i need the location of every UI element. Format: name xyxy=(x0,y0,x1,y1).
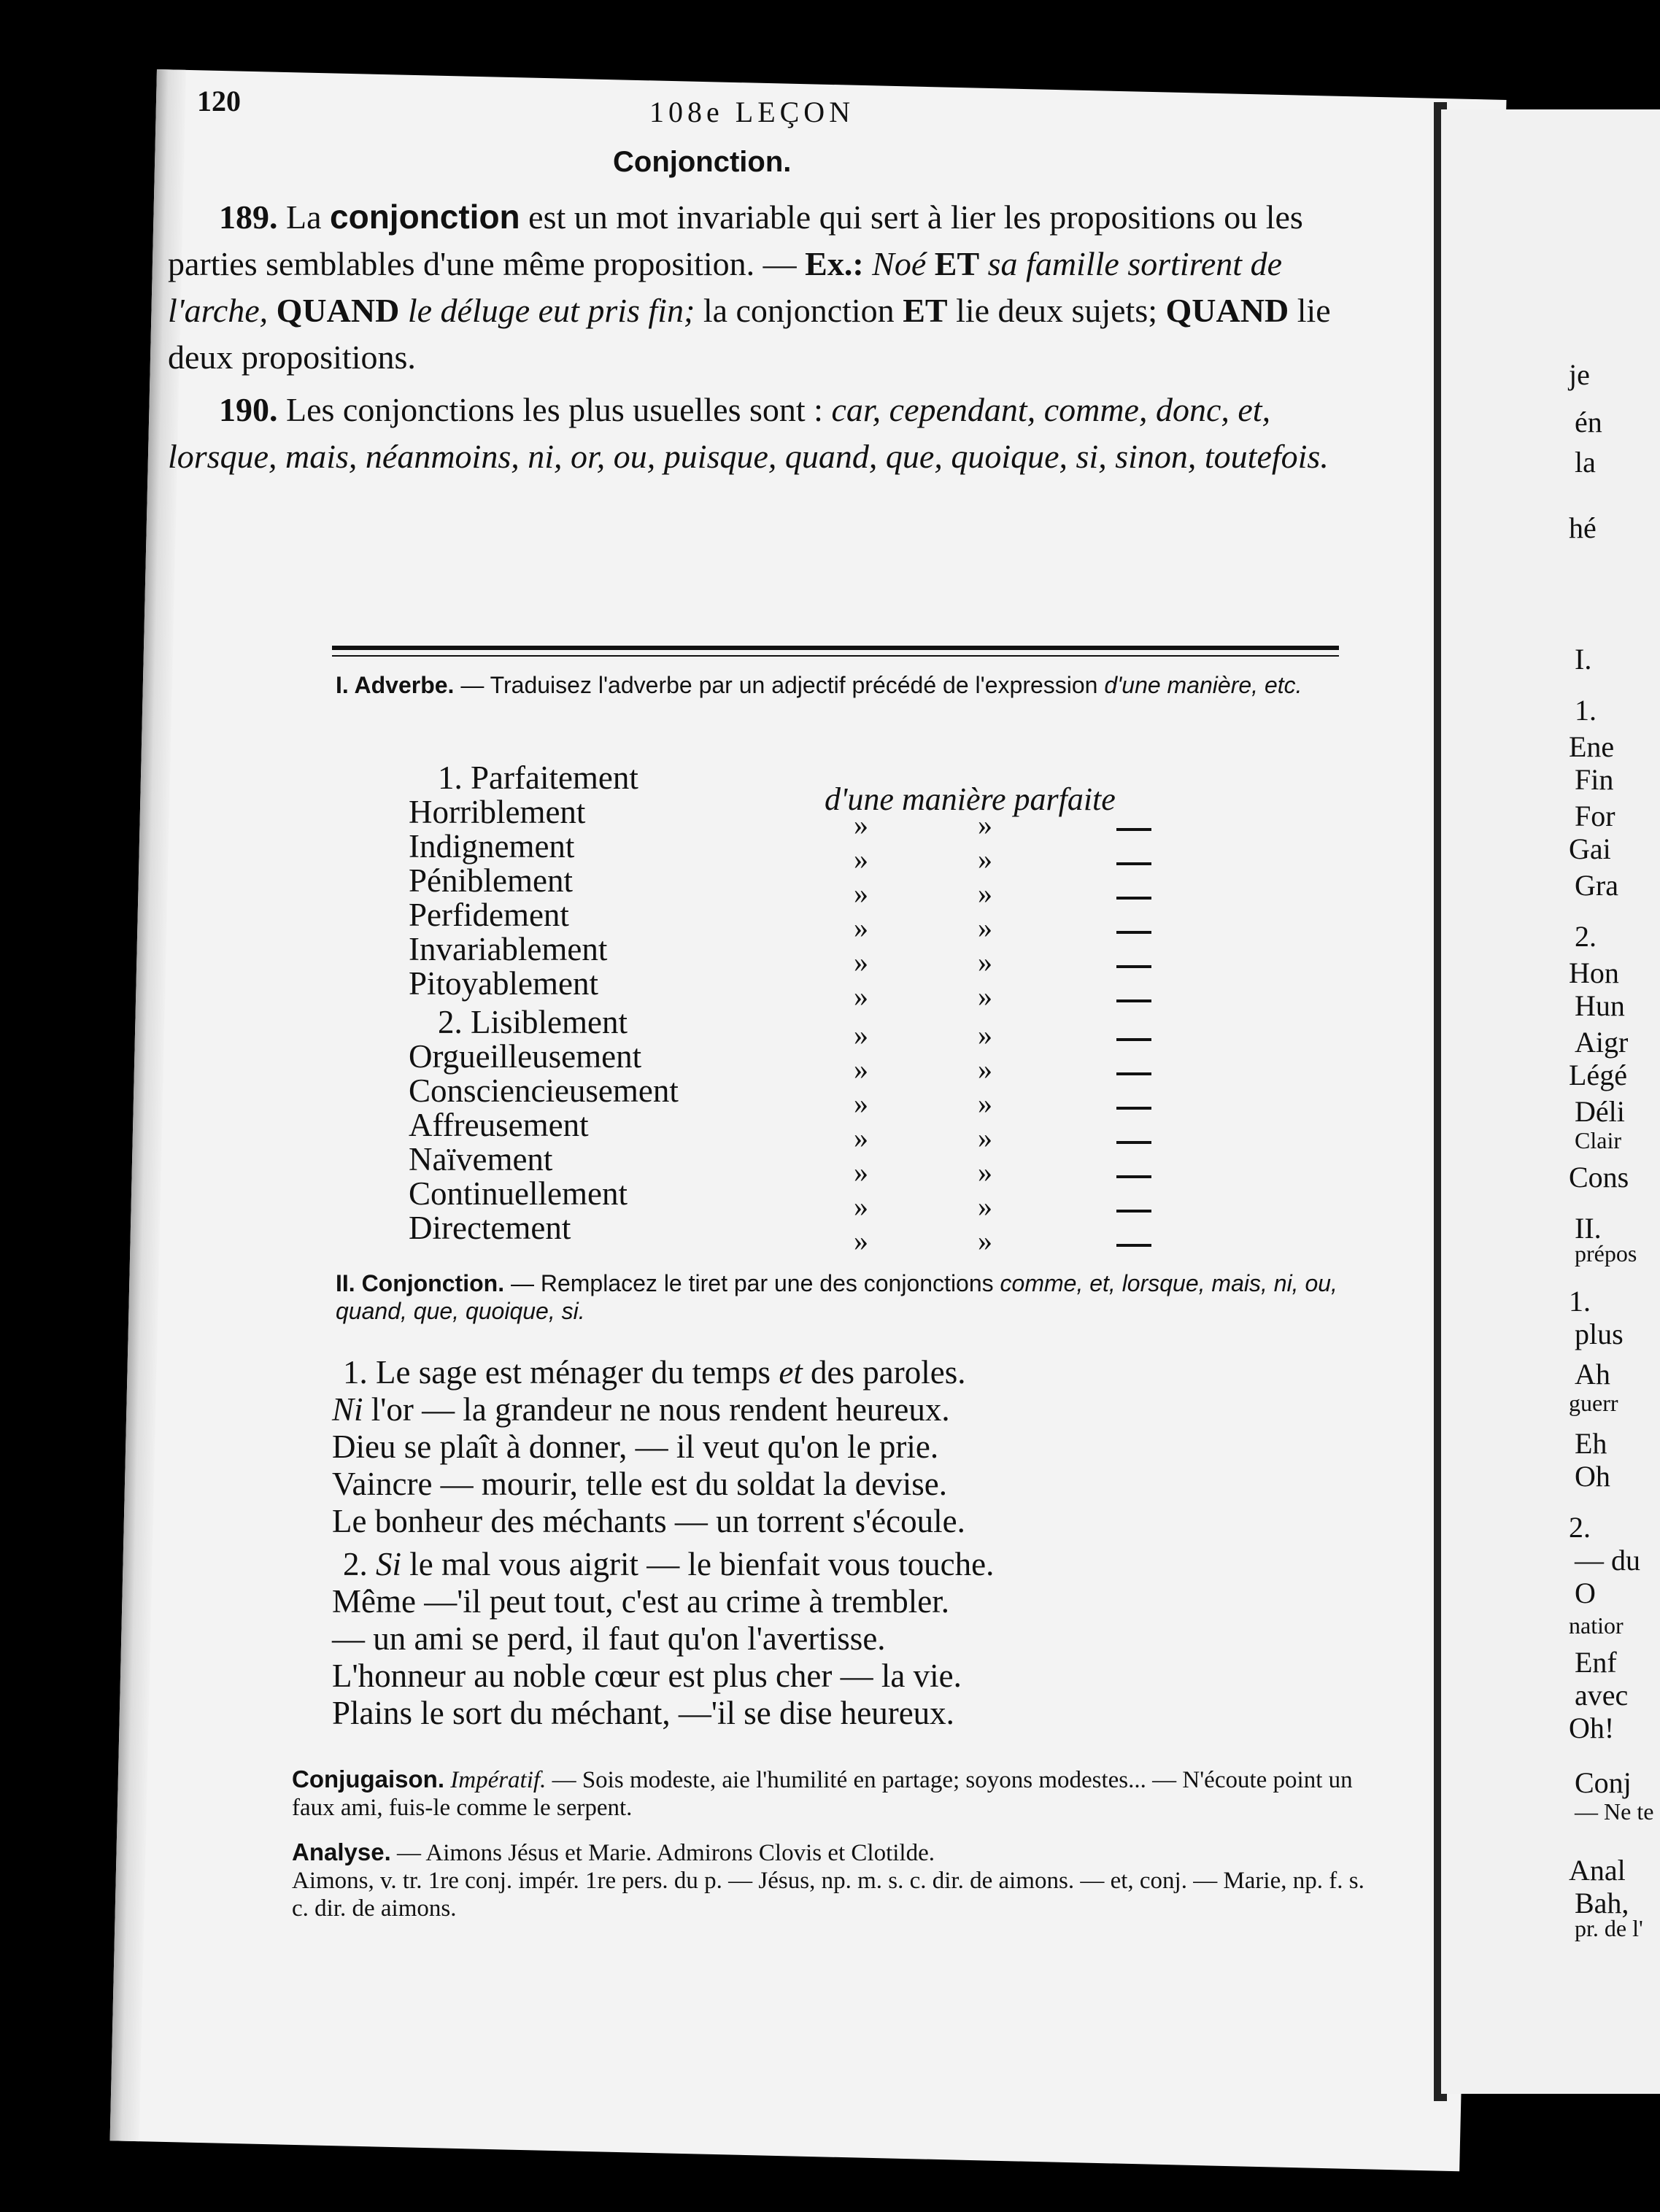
rule-text: La xyxy=(286,198,322,236)
facing-page-fragment: Ene xyxy=(1569,730,1615,763)
line-conj: et xyxy=(779,1354,803,1391)
blank-dash xyxy=(1116,1072,1151,1075)
lesson-heading: 108e LEÇON xyxy=(649,96,855,128)
adverb-word: Horriblement xyxy=(409,794,586,830)
blank-dash xyxy=(1116,1107,1151,1110)
page-number: 120 xyxy=(197,85,241,117)
facing-page-fragment: plus xyxy=(1575,1318,1624,1350)
ditto-mark: » xyxy=(978,1156,992,1188)
conj-text: — Sois modeste, aie l'humilité en partage; soyons modestes... — N'écoute point un faux ami, fuis-le comme le serpent. xyxy=(292,1767,1353,1821)
facing-page-fragment: II. xyxy=(1575,1212,1602,1245)
adverb-word: 1. Parfaitement xyxy=(438,759,638,796)
line-text: L'honneur au noble cœur est plus cher — la vie. xyxy=(332,1658,962,1694)
conj: ET xyxy=(934,245,980,282)
facing-page-fragment: Hun xyxy=(1575,989,1625,1022)
line-text: des paroles. xyxy=(802,1354,966,1391)
blank-dash xyxy=(1116,1244,1151,1247)
facing-page-fragment: Légé xyxy=(1569,1059,1627,1091)
line-conj: Si xyxy=(376,1546,402,1582)
analyse-detail: Aimons, v. tr. 1re conj. impér. 1re pers. du p. — Jésus, np. m. s. c. dir. de aimons. — et, conj. — Marie, np. f. s. c. dir. de aimons. xyxy=(292,1868,1364,1922)
exercise-line xyxy=(343,1545,994,1583)
exercise-line xyxy=(332,1465,947,1503)
ditto-mark: » xyxy=(854,1156,868,1188)
exercise-line xyxy=(343,1353,965,1391)
facing-page-fragment: prépos xyxy=(1575,1240,1637,1267)
adverb-word: Continuellement xyxy=(409,1175,628,1212)
exercise-line xyxy=(332,1428,938,1466)
line-text: — un ami se perd, il faut qu'on l'avertisse. xyxy=(332,1620,886,1657)
ex-label: Ex.: xyxy=(805,245,864,282)
line-text: l'or — la grandeur ne nous rendent heureux. xyxy=(363,1391,950,1428)
ditto-mark: » xyxy=(854,1190,868,1223)
adverb-word: Orgueilleusement xyxy=(409,1038,642,1075)
facing-page-fragment: Enf xyxy=(1575,1646,1617,1679)
ditto-mark: » xyxy=(854,1121,868,1154)
exercise-1-heading xyxy=(336,671,1357,699)
blank-dash xyxy=(1116,1141,1151,1144)
ditto-mark: » xyxy=(978,945,992,978)
ditto-mark: » xyxy=(978,1087,992,1120)
ex-instruction: — Traduisez l'adverbe par un adjectif précédé de l'expression xyxy=(460,672,1098,698)
facing-page-fragment: Eh xyxy=(1575,1427,1607,1460)
facing-page-fragment: 2. xyxy=(1569,1511,1591,1544)
adverb-word: Péniblement xyxy=(409,862,573,899)
adverb-word: Affreusement xyxy=(409,1107,589,1143)
ditto-mark: » xyxy=(978,1121,992,1154)
rule-num: 190. xyxy=(219,391,278,428)
ditto-mark: » xyxy=(978,911,992,944)
facing-page-fragment: 2. xyxy=(1575,920,1597,953)
analyse-label: Analyse. xyxy=(292,1838,391,1865)
ditto-mark: » xyxy=(978,1224,992,1257)
conj: QUAND xyxy=(1165,292,1289,329)
blank-dash xyxy=(1116,828,1151,831)
ex-conj-list: comme, et, lorsque, mais, ni, ou, quand, que, quoique, si. xyxy=(336,1270,1337,1324)
example: le déluge eut pris fin; xyxy=(407,292,695,329)
facing-page-fragment: Oh xyxy=(1575,1460,1610,1493)
first-translation: d'une manière parfaite xyxy=(825,781,1116,817)
ditto-mark: » xyxy=(978,980,992,1013)
ditto-mark: » xyxy=(854,1087,868,1120)
exercise-2-heading xyxy=(336,1269,1357,1325)
facing-page-fragment: — du xyxy=(1575,1544,1640,1577)
ex-instruction: d'une manière, etc. xyxy=(1104,672,1302,698)
line-text: 1. Le sage est ménager du temps xyxy=(343,1354,779,1391)
ditto-mark: » xyxy=(854,877,868,910)
ditto-mark: » xyxy=(978,877,992,910)
rule-num: 189. xyxy=(219,198,278,236)
line-text: Vaincre — mourir, telle est du soldat la devise. xyxy=(332,1466,947,1502)
line-conj: Ni xyxy=(332,1391,363,1428)
conjugaison xyxy=(292,1766,1372,1822)
ex-instruction: — Remplacez le tiret par une des conjonctions xyxy=(510,1270,994,1296)
blank-dash xyxy=(1116,999,1151,1002)
blank-dash xyxy=(1116,862,1151,865)
facing-page-fragment: Déli xyxy=(1575,1095,1625,1128)
line-text: 2. xyxy=(343,1546,376,1582)
ditto-mark: » xyxy=(854,808,868,841)
divider xyxy=(332,646,1339,650)
exercise-line xyxy=(332,1657,962,1695)
analyse xyxy=(292,1838,1372,1922)
adverb-word: Perfidement xyxy=(409,897,569,933)
ditto-mark: » xyxy=(854,911,868,944)
ex-heading: I. Adverbe. xyxy=(336,672,455,698)
adverb-word: Consciencieusement xyxy=(409,1072,679,1109)
facing-page-fragment: Gra xyxy=(1575,869,1618,902)
analyse-text: — Aimons Jésus et Marie. Admirons Clovis et Clotilde. xyxy=(397,1840,935,1866)
facing-page-fragment: For xyxy=(1575,800,1615,832)
blank-dash xyxy=(1116,1038,1151,1041)
adverb-word: Naïvement xyxy=(409,1141,553,1177)
facing-page-fragment: guerr xyxy=(1569,1390,1618,1416)
facing-page-fragment: Fin xyxy=(1575,763,1614,796)
exercise-line xyxy=(332,1694,954,1732)
conj-mode: Impératif. xyxy=(450,1767,547,1793)
blank-dash xyxy=(1116,965,1151,968)
conj: QUAND xyxy=(276,292,400,329)
adverb-word: Directement xyxy=(409,1210,571,1246)
line-text: Dieu se plaît à donner, — il veut qu'on le prie. xyxy=(332,1428,939,1465)
rule-text: lie deux propositions. xyxy=(168,292,1331,376)
rule-text: la conjonction xyxy=(703,292,895,329)
rule-190 xyxy=(168,387,1372,480)
facing-page-fragment: avec xyxy=(1575,1679,1629,1712)
ditto-mark: » xyxy=(854,945,868,978)
facing-page-fragment: natior xyxy=(1569,1612,1624,1639)
facing-page-fragment: je xyxy=(1569,358,1590,391)
blank-dash xyxy=(1116,931,1151,934)
line-text: le mal vous aigrit — le bienfait vous touche. xyxy=(401,1546,995,1582)
blank-dash xyxy=(1116,897,1151,900)
facing-page-fragment: én xyxy=(1575,406,1602,438)
line-text: Plains le sort du méchant, —'il se dise heureux. xyxy=(332,1695,954,1731)
facing-page-fragment: Gai xyxy=(1569,832,1611,865)
facing-page-fragment: Aigr xyxy=(1575,1026,1629,1059)
facing-page-fragment: 1. xyxy=(1569,1285,1591,1318)
ditto-mark: » xyxy=(854,1018,868,1051)
conj: ET xyxy=(903,292,948,329)
facing-page-fragment: O xyxy=(1575,1577,1596,1609)
rule-189 xyxy=(168,193,1372,381)
facing-page-fragment: hé xyxy=(1569,511,1597,544)
rule-term: conjonction xyxy=(330,198,520,236)
rule-text: Les conjonctions les plus usuelles sont : xyxy=(286,391,823,428)
facing-page-fragment: Conj xyxy=(1575,1766,1632,1799)
ditto-mark: » xyxy=(854,1053,868,1086)
exercise-line xyxy=(332,1582,949,1620)
facing-page-fragment: Ah xyxy=(1575,1358,1610,1391)
adverb-word: 2. Lisiblement xyxy=(438,1004,628,1040)
conj-list: car, cependant, comme, donc, et, lorsque, mais, néanmoins, ni, or, ou, puisque, quand, que, quoique, si, sinon, toutefois. xyxy=(168,391,1329,475)
adverb-word: Indignement xyxy=(409,828,575,865)
facing-page-fragment: Hon xyxy=(1569,956,1619,989)
facing-page-fragment: Oh! xyxy=(1569,1712,1615,1744)
exercise-line xyxy=(332,1391,950,1428)
ditto-mark: » xyxy=(978,1190,992,1223)
conj-label: Conjugaison. xyxy=(292,1766,444,1793)
ditto-mark: » xyxy=(978,1018,992,1051)
ditto-mark: » xyxy=(854,980,868,1013)
facing-page-fragment: Bah, xyxy=(1575,1887,1629,1919)
ditto-mark: » xyxy=(854,1224,868,1257)
facing-page-fragment: I. xyxy=(1575,643,1592,676)
facing-page-fragment: Cons xyxy=(1569,1161,1629,1194)
blank-dash xyxy=(1116,1210,1151,1213)
facing-page-fragment: pr. de l' xyxy=(1575,1915,1643,1941)
line-text: Le bonheur des méchants — un torrent s'écoule. xyxy=(332,1503,965,1539)
exercise-line xyxy=(332,1620,886,1658)
rule-text: est un mot invariable qui sert à lier les propositions ou les parties semblables d'une même proposition. — xyxy=(168,198,1303,282)
facing-page-fragment: — Ne te xyxy=(1575,1798,1654,1825)
ex-heading: II. Conjonction. xyxy=(336,1270,505,1296)
blank-dash xyxy=(1116,1175,1151,1178)
rule-text: lie deux sujets; xyxy=(956,292,1158,329)
line-text: Même —'il peut tout, c'est au crime à trembler. xyxy=(332,1583,949,1620)
facing-page-fragment: Clair xyxy=(1575,1127,1621,1153)
example: sa famille sortirent de l'arche, xyxy=(168,245,1282,329)
page-title: Conjonction. xyxy=(613,146,792,178)
example: Noé xyxy=(872,245,927,282)
divider xyxy=(332,655,1339,657)
ditto-mark: » xyxy=(978,1053,992,1086)
facing-page-fragment: Anal xyxy=(1569,1854,1626,1887)
facing-page-fragment: 1. xyxy=(1575,694,1597,727)
adverb-word: Pitoyablement xyxy=(409,965,598,1002)
ditto-mark: » xyxy=(978,843,992,875)
exercise-line xyxy=(332,1502,965,1540)
adverb-word: Invariablement xyxy=(409,931,608,967)
ditto-mark: » xyxy=(978,808,992,841)
ditto-mark: » xyxy=(854,843,868,875)
facing-page-fragment: la xyxy=(1575,446,1596,479)
